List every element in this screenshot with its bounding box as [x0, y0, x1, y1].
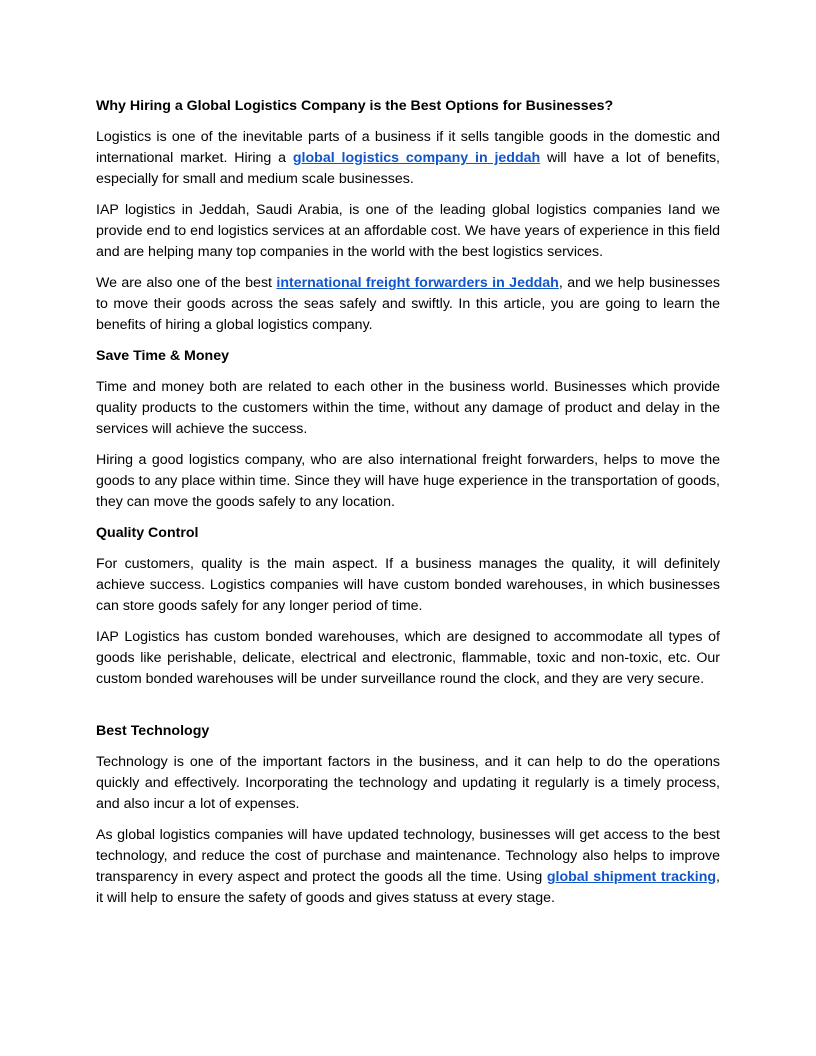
section-heading-quality-control: Quality Control — [96, 525, 199, 541]
global-logistics-company-link[interactable]: global logistics company in jeddah — [292, 150, 541, 166]
section-heading-best-technology: Best Technology — [96, 723, 210, 739]
save-time-paragraph-1: Time and money both are related to each other in the business world. Businesses which provide quality products to the customers within the time, without any damage of product and delay in the services will achieve the success. — [96, 379, 720, 437]
page-title: Why Hiring a Global Logistics Company is the Best Options for Businesses? — [96, 98, 614, 114]
intro-p1-text-after: will have a lot of benefits, especially for small and medium scale businesses. — [96, 150, 720, 187]
intro-paragraph-1 — [96, 127, 720, 190]
blank-line — [96, 700, 720, 721]
tech-p2-text-before: As global logistics companies will have updated technology, businesses will get access to the best technology, and reduce the cost of purchase and maintenance. Technology also helps to improve transparency in every aspect and protect the goods all the time. Using — [96, 827, 720, 885]
intro-paragraph-3 — [96, 273, 720, 336]
best-technology-paragraph-1: Technology is one of the important factors in the business, and it can help to do the operations quickly and effectively. Incorporating the technology and updating it regularly is a timely process, and also incur a lot of expenses. — [96, 754, 720, 812]
tech-p2-text-after: , it will help to ensure the safety of goods and gives statuss at every stage. — [96, 869, 720, 906]
quality-control-paragraph-2: IAP Logistics has custom bonded warehouses, which are designed to accommodate all types of goods like perishable, delicate, electrical and electronic, flammable, toxic and non-toxic, etc. Our custom bonded warehouses will be under surveillance round the clock, and they are very secure. — [96, 629, 720, 687]
intro-p3-text-before: We are also one of the best — [96, 275, 277, 291]
intro-paragraph-2: IAP logistics in Jeddah, Saudi Arabia, is one of the leading global logistics companies Iand we provide end to end logistics services at an affordable cost. We have years of experience in this field and are helping many top companies in the world with the best logistics services. — [96, 202, 720, 260]
section-heading-save-time: Save Time & Money — [96, 348, 229, 364]
intro-p3-text-after: , and we help businesses to move their goods across the seas safely and swiftly. In this article, you are going to learn the benefits of hiring a global logistics company. — [96, 275, 720, 333]
freight-forwarders-link[interactable]: international freight forwarders in Jeddah — [276, 275, 559, 291]
intro-p1-text-before: Logistics is one of the inevitable parts of a business if it sells tangible goods in the domestic and international market. Hiring a — [96, 129, 720, 166]
global-shipment-tracking-link[interactable]: global shipment tracking — [546, 869, 717, 885]
save-time-paragraph-2: Hiring a good logistics company, who are also international freight forwarders, helps to move the goods to any place within time. Since they will have huge experience in the transportation of goods, they can move the goods safely to any location. — [96, 452, 720, 510]
best-technology-paragraph-2 — [96, 825, 720, 909]
quality-control-paragraph-1: For customers, quality is the main aspect. If a business manages the quality, it will definitely achieve success. Logistics companies will have custom bonded warehouses, in which businesses can store goods safely for any longer period of time. — [96, 556, 720, 614]
